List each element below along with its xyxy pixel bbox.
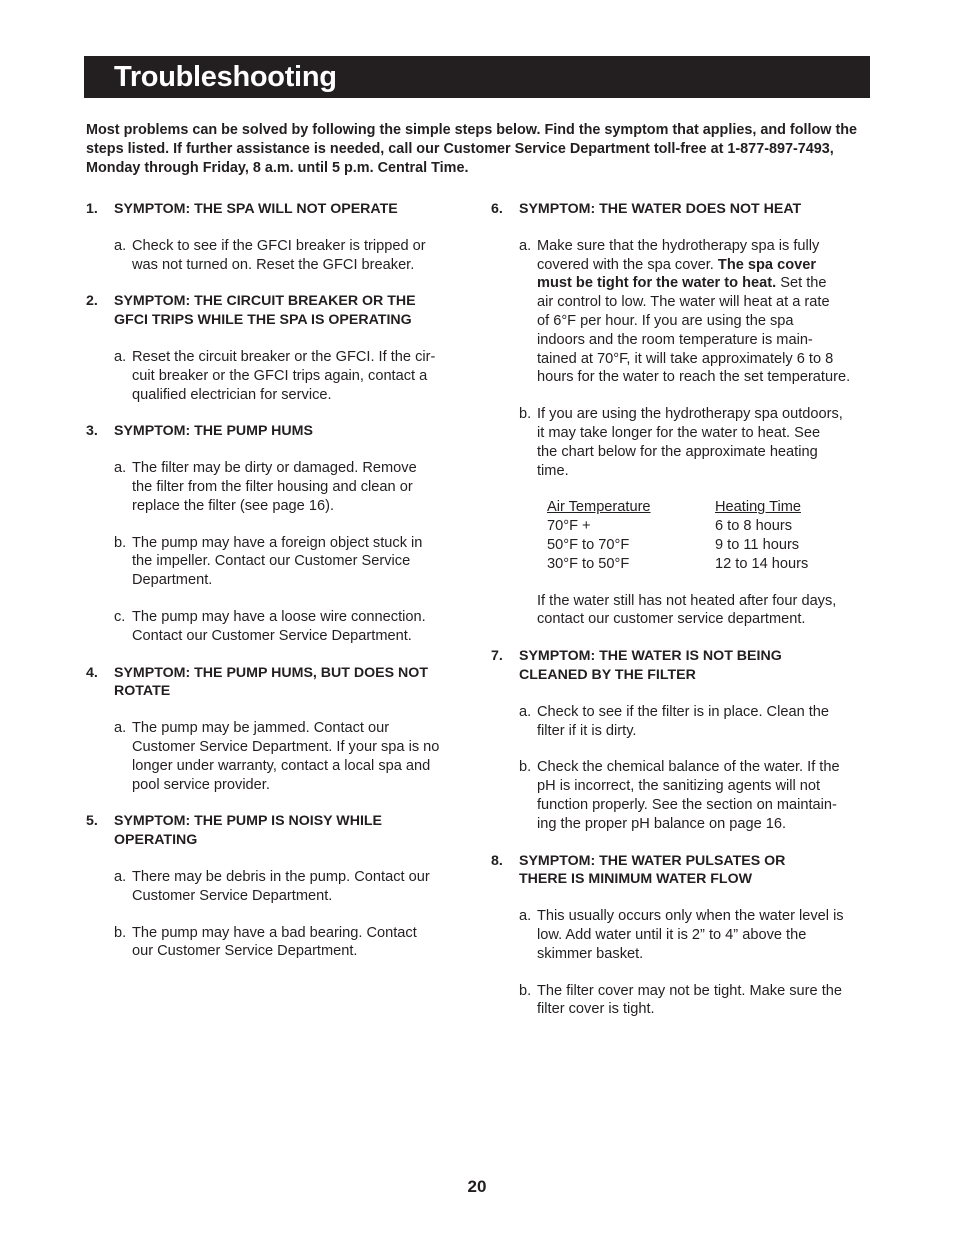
symptom-3-step-c: c. The pump may have a loose wire connection. Contact our Customer Service Department. <box>114 608 426 644</box>
symptom-7-step-b: b. Check the chemical balance of the water. If the pH is incorrect, the sanitizing agents will not function properly. See the section on maintain- ing the proper pH balance on page 16. <box>519 759 840 832</box>
heating-time-table <box>547 498 847 573</box>
table-header-row <box>547 498 847 517</box>
table-header-heating-time: Heating Time <box>715 499 801 516</box>
symptom-8-step-b: b. The filter cover may not be tight. Make sure the filter cover is tight. <box>519 982 842 1018</box>
right-column <box>491 200 876 1019</box>
symptom-8-heading: 8. SYMPTOM: THE WATER PULSATES OR THERE IS MINIMUM WATER FLOW <box>491 852 786 888</box>
symptom-2-heading: 2. SYMPTOM: THE CIRCUIT BREAKER OR THE GFCI TRIPS WHILE THE SPA IS OPERATING <box>86 293 416 329</box>
symptom-5-step-b: b. The pump may have a bad bearing. Contact our Customer Service Department. <box>114 924 417 960</box>
page-number: 20 <box>467 1177 487 1196</box>
symptom-3-heading: 3. SYMPTOM: THE PUMP HUMS <box>86 423 313 440</box>
symptom-4-step-a: a. The pump may be jammed. Contact our Customer Service Department. If your spa is no longer under warranty, contact a local spa and pool service provider. <box>114 720 440 793</box>
symptom-2-step-a: a. Reset the circuit breaker or the GFCI. If the cir- cuit breaker or the GFCI trips again, contact a qualified electrician for service. <box>114 348 436 403</box>
symptom-6-heading: 6. SYMPTOM: THE WATER DOES NOT HEAT <box>491 201 802 217</box>
table-row: 50°F to 70°F 9 to 11 hours <box>547 536 800 553</box>
table-row: 70°F + 6 to 8 hours <box>547 518 793 535</box>
section-header-bar <box>84 56 870 98</box>
symptom-1-heading: 1. SYMPTOM: THE SPA WILL NOT OPERATE <box>86 201 398 217</box>
symptom-1-step-a: a. Check to see if the GFCI breaker is tripped or was not turned on. Reset the GFCI breaker. <box>114 237 426 273</box>
symptom-5-heading: 5. SYMPTOM: THE PUMP IS NOISY WHILE OPERATING <box>86 813 383 849</box>
symptom-6-note: If the water still has not heated after four days, contact our customer service department. <box>537 592 837 628</box>
symptom-3-step-b: b. The pump may have a foreign object stuck in the impeller. Contact our Customer Service Department. <box>114 534 423 589</box>
symptom-6-step-a: a. Make sure that the hydrotherapy spa is fully covered with the spa cover. The spa cover must be tight for the water to heat. Set the air control to low. The water will heat at a rate of 6°F per hour. If you are using the spa indoors and the room temperature is main- tained at 70°F, it will take approximately 6 to 8 hours for the water to reach the set temperature. <box>519 237 851 386</box>
symptom-4-heading: 4. SYMPTOM: THE PUMP HUMS, BUT DOES NOT ROTATE <box>86 664 428 700</box>
symptom-5-step-a: a. There may be debris in the pump. Contact our Customer Service Department. <box>114 868 430 904</box>
table-row: 30°F to 50°F 12 to 14 hours <box>547 555 809 572</box>
symptom-7-heading: 7. SYMPTOM: THE WATER IS NOT BEING CLEANED BY THE FILTER <box>491 648 782 683</box>
intro-paragraph: Most problems can be solved by following the simple steps below. Find the symptom that applies, and follow the steps listed. If further assistance is needed, call our Customer Service Department toll-free at 1-877-897-7493, Monday through Friday, 8 a.m. until 5 p.m. Central Time. <box>86 122 858 176</box>
table-header-air-temperature: Air Temperature <box>547 499 651 516</box>
symptom-6-step-b: b. If you are using the hydrotherapy spa outdoors, it may take longer for the water to heat. See the chart below for the approximate heating time. <box>519 406 843 479</box>
page-title: Troubleshooting <box>114 61 337 93</box>
symptom-8-step-a: a. This usually occurs only when the water level is low. Add water until it is 2” to 4” above the skimmer basket. <box>519 908 844 962</box>
symptom-3-step-a: a. The filter may be dirty or damaged. Remove the filter from the filter housing and clean or replace the filter (see page 16). <box>114 460 417 514</box>
left-column <box>86 200 466 961</box>
symptom-7-step-a: a. Check to see if the filter is in place. Clean the filter if it is dirty. <box>519 703 830 739</box>
